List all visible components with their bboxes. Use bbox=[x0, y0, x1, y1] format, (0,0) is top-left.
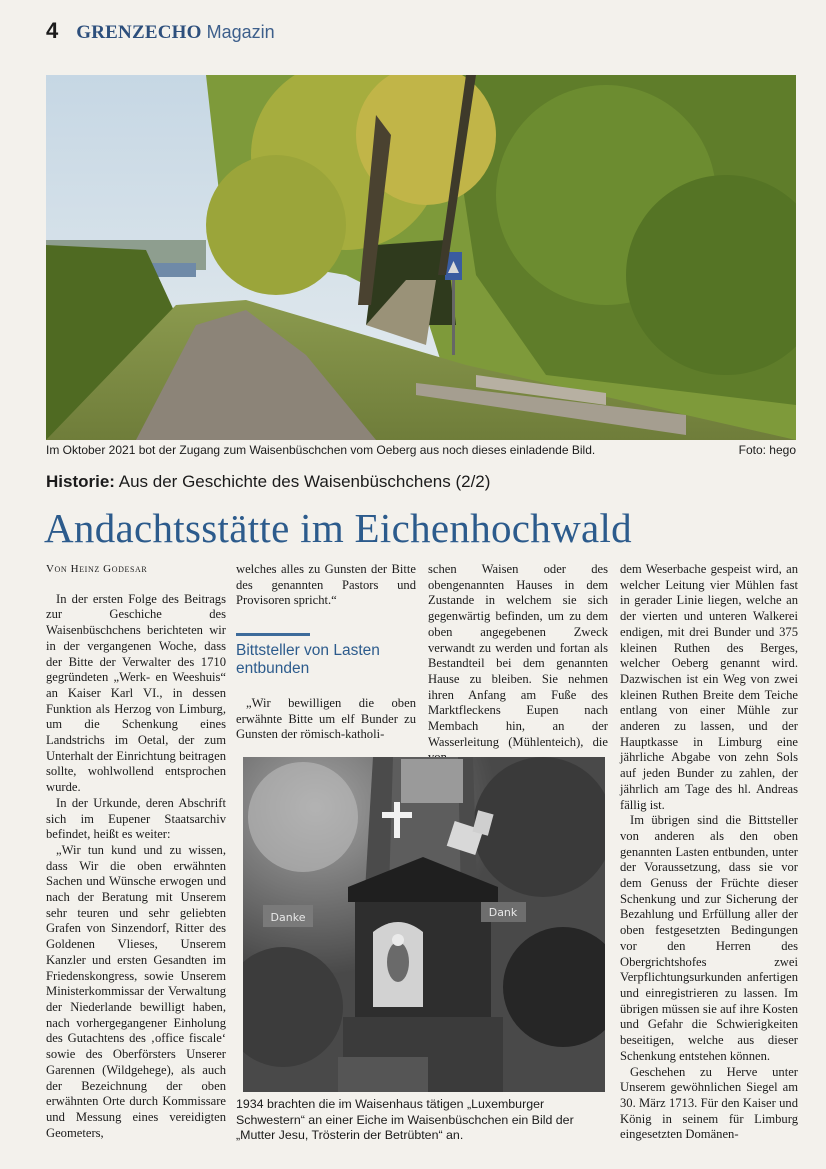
article-column-2-continued bbox=[236, 696, 416, 743]
article-headline: Andachtsstätte im Eichenhochwald bbox=[44, 505, 632, 551]
article-column-4 bbox=[620, 562, 798, 1143]
top-photo-caption bbox=[46, 443, 796, 457]
paragraph: welches alles zu Gunsten der Bitte des genannten Pastors und Provisoren spricht.“ bbox=[236, 562, 416, 608]
paragraph: Im übrigen sind die Bittsteller von anderen als den oben genannten Lasten entbunden, unter der Voraussetzung, dass sie vor dem Genuss der Früchte dieser Schenkung und zur Sicherung der Bezahlung und Erfüllung aller der oben festgesetzten Bedingungen vor den Herren des Obergrichtshofes zwei Verpflichtungsurkunden anfertigen und einregistrieren zu lassen. Im übrigen müssen sie auf ihre Kosten und Gefahr die Schwierigkeiten beseitigen, welche aus dieser Schenkung entstehen können. bbox=[620, 813, 798, 1063]
article-subhead: Bittsteller von Lasten entbunden bbox=[236, 642, 380, 677]
newspaper-brand: GRENZECHO bbox=[76, 22, 202, 43]
paragraph: schen Waisen oder des obengenannten Hauses in dem Zustande in welchem sie sich gegenwärtig befinden, um zu dem oben angegebenen Zweck verwandt zu werden und fortan als Bestandteil bei dem genannten Hause zu bleiben. Sie nehmen ihren Anfang am Fuße des Marktfleckens Eupen nach Membach hin, an der Wasserleitung (Mühlenteich), die bbox=[428, 562, 608, 749]
sign-right-text: Dank bbox=[488, 906, 518, 919]
byline: Von Heinz Godesar bbox=[46, 563, 148, 575]
article-column-1 bbox=[46, 562, 226, 1141]
paragraph: „Wir tun kund und zu wissen, dass Wir die oben erwähnten Sachen und Wünsche erwogen und nach der Beratung mit Unserem sehr teuren und sehr geliebten Grafen von Sinzendorf, Ritter des Goldenen Vlieses, Unserem Kanzler und ersten Gesandten im Friedenskongress, sowie Unserem Ministerkommissar der Verwaltung der Niederlande bewilligt haben, nach vorhergegangener Einholung des Gutachtens des ‚office fiscale‘ sowie des Oberförsters Unserer Garennen (Wildgehege), als auch der Bezeichnung der oben erwähnten Orte durch Kommissare und Messung eines vereidigten Geometers, bbox=[46, 842, 226, 1140]
paragraph: Geschehen zu Herve unter Unserem gewöhnlichen Siegel am 30. März 1713. Für den Kaiser und König in seinem für Limburg eingesetzten Domänen- bbox=[620, 1064, 798, 1142]
brand-section: Magazin bbox=[206, 22, 275, 42]
shrine-photo bbox=[243, 757, 605, 1092]
page-header bbox=[46, 18, 275, 48]
article-column-3 bbox=[428, 562, 608, 766]
subhead-rule bbox=[236, 633, 310, 636]
forest-path-photo bbox=[46, 75, 796, 440]
paragraph: „Wir bewilligen die oben erwähnte Bitte um elf Bunder zu Gunsten der römisch-katholi- bbox=[236, 696, 416, 742]
shrine-photo-caption: 1934 brachten die im Waisenhaus tätigen „Luxemburger Schwestern“ an einer Eiche im Waisenbüschchen ein Bild der „Mutter Jesu, Trösterin der Betrübten“ an. bbox=[236, 1097, 574, 1142]
page-number: 4 bbox=[46, 18, 59, 43]
sign-left-text: Danke bbox=[270, 911, 306, 924]
paragraph: In der ersten Folge des Beitrags zur Geschiche des Waisenbüschchens berichteten wir in der vergangenen Woche, dass der Bitte der Verwalter des 1710 gegründeten „Werk- en Weeshuis“ an Kaiser Karl VI., in dessen Funktion als Herzog von Limburg, um die Schenkung eines Landstrichs im Oetal, der zum Unterhalt der Einrichtung beitragen sollte, wohlwollend entsprochen wurde. bbox=[46, 591, 226, 795]
paragraph: dem Weserbache gespeist wird, an welcher Leitung vier Mühlen fast in gerader Linie liegen, welche an der vierten und unteren Walkerei endigen, mit drei Bunder und 375 kleinen Ruthen des Berges, welcher Oeberg genannt wird. Dazwischen ist ein Weg von zwei kleinen Ruthen Breite dem Teiche entlang von einer Mühle zur anderen zu lassen, und der Hauptkasse in Limburg eine jährliche Abgabe von zehn Sols auf jeden Bunder zu zahlen, der jährlich am Tage des hl. Andreas fällig ist. bbox=[620, 562, 798, 812]
photo-credit: Foto: hego bbox=[738, 443, 796, 457]
article-kicker bbox=[46, 472, 490, 492]
article-column-2 bbox=[236, 562, 416, 609]
paragraph: In der Urkunde, deren Abschrift sich im Eupener Staatsarchiv befindet, heißt es weiter: bbox=[46, 795, 226, 842]
kicker-label: Historie: bbox=[46, 472, 115, 491]
top-photo-caption-text: Im Oktober 2021 bot der Zugang zum Waisenbüschchen vom Oeberg aus noch dieses einladende Bild. bbox=[46, 443, 596, 457]
kicker-text: Aus der Geschichte des Waisenbüschchens (2/2) bbox=[114, 472, 491, 491]
